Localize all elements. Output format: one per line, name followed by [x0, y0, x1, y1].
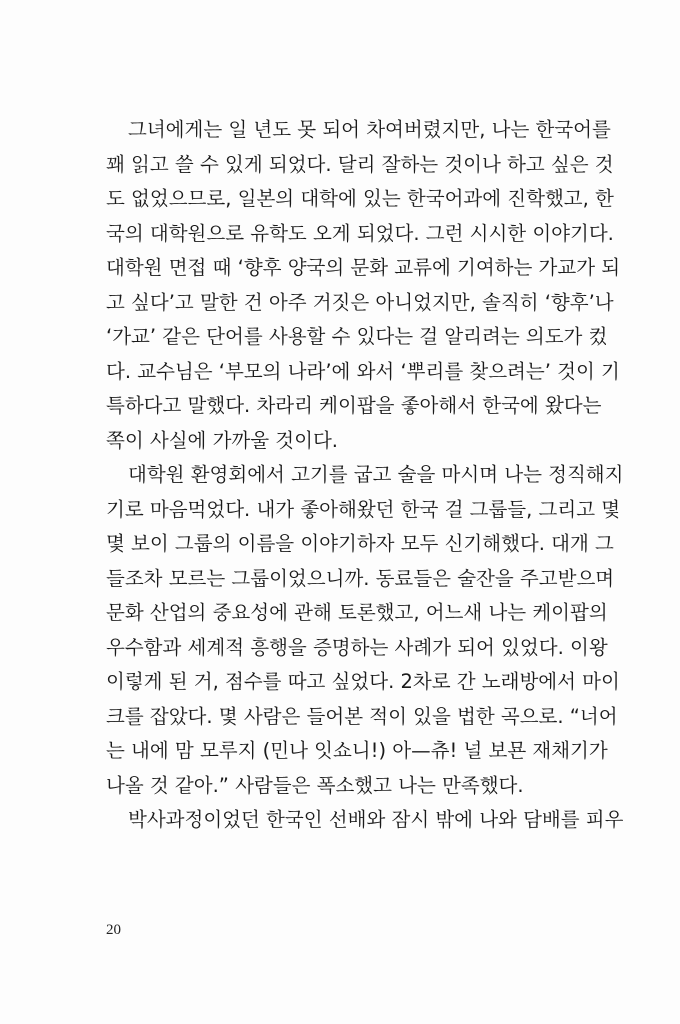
- text-line: 그녀에게는 일 년도 못 되어 차여버렸지만, 나는 한국어를: [128, 118, 611, 141]
- text-line: 국의 대학원으로 유학도 오게 되었다. 그런 시시한 이야기다.: [106, 221, 614, 245]
- text-line: 꽤 읽고 쓸 수 있게 되었다. 달리 잘하는 것이나 하고 싶은 것: [106, 152, 614, 176]
- text-line: 는 내에 맘 모루지 (민나 잇쇼니!) 아—츄! 널 보묜 재채기가: [106, 739, 608, 762]
- text-line: 우수함과 세계적 흥행을 증명하는 사례가 되어 있었다. 이왕: [106, 635, 608, 659]
- text-line: 크를 잡았다. 몇 사람은 들어본 적이 있을 법한 곡으로. “너어: [106, 704, 618, 728]
- text-line: 고 싶다’고 말한 건 아주 거짓은 아니었지만, 솔직히 ‘향후’나: [106, 290, 614, 314]
- body-text: [106, 113, 624, 838]
- text-line: 다. 교수님은 ‘부모의 나라’에 와서 ‘뿌리를 찾으려는’ 것이 기: [106, 359, 620, 383]
- text-line: 도 없었으므로, 일본의 대학에 있는 한국어과에 진학했고, 한: [106, 187, 614, 210]
- text-line: 나올 것 같아.” 사람들은 폭소했고 나는 만족했다.: [106, 773, 524, 797]
- text-line: 문화 산업의 중요성에 관해 토론했고, 어느새 나는 케이팝의: [106, 601, 608, 624]
- text-line: 박사과정이었던 한국인 선배와 잠시 밖에 나와 담배를 피우: [128, 808, 624, 831]
- text-line: 들조차 모르는 그룹이었으니까. 동료들은 술잔을 주고받으며: [106, 566, 615, 590]
- text-line: 특하다고 말했다. 차라리 케이팝을 좋아해서 한국에 왔다는: [106, 394, 602, 417]
- text-line: 대학원 환영회에서 고기를 굽고 술을 마시며 나는 정직해지: [128, 463, 624, 486]
- text-line: ‘가교’ 같은 단어를 사용할 수 있다는 걸 알리려는 의도가 컸: [106, 325, 608, 348]
- text-line: 이렇게 된 거, 점수를 따고 싶었다. 2차로 간 노래방에서 마이: [106, 670, 620, 693]
- text-line: 대학원 면접 때 ‘향후 양국의 문화 교류에 기여하는 가교가 되: [106, 256, 621, 279]
- text-line: 기로 마음먹었다. 내가 좋아해왔던 한국 걸 그룹들, 그리고 몇: [106, 497, 621, 521]
- page-number: 20: [106, 922, 121, 938]
- text-line: 몇 보이 그룹의 이름을 이야기하자 모두 신기해했다. 대개 그: [106, 532, 614, 555]
- text-line: 쪽이 사실에 가까울 것이다.: [106, 428, 339, 452]
